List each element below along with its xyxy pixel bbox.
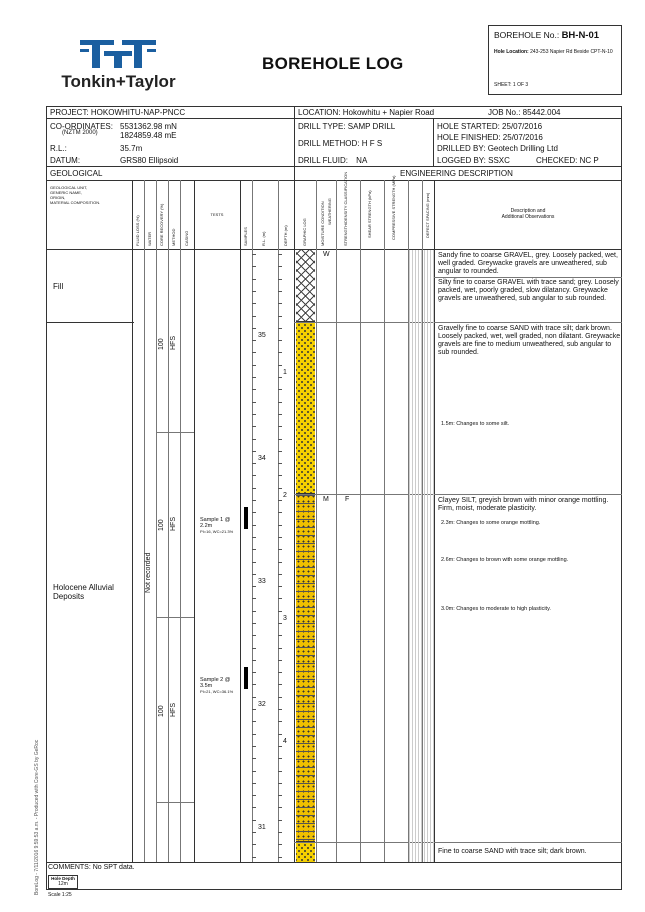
depth-tick xyxy=(278,426,282,427)
rl-tick xyxy=(252,365,256,366)
depth-tick xyxy=(278,820,282,821)
defect-spacing-header: DEFECT SPACING (mm) xyxy=(425,192,430,238)
rl-tick xyxy=(252,525,256,526)
depth-tick xyxy=(278,365,282,366)
depth-tick xyxy=(278,611,282,612)
depth-tick xyxy=(278,586,282,587)
depth-tick xyxy=(278,660,282,661)
rl-tick xyxy=(252,709,256,710)
graphic-log-header: GRAPHIC LOG xyxy=(302,218,307,246)
rl-label: R.L.: xyxy=(50,144,67,153)
rl-tick xyxy=(252,746,256,747)
drill-fluid-value: NA xyxy=(356,156,368,165)
rl-tick xyxy=(252,512,256,513)
rl-tick xyxy=(252,475,256,476)
depth-tick xyxy=(278,623,282,624)
borehole-no-label: BOREHOLE No.: xyxy=(494,30,560,40)
rl-tick xyxy=(252,820,256,821)
rl-label-31: 31 xyxy=(258,824,266,831)
water-not-recorded: Not recorded xyxy=(145,552,152,593)
depth-tick xyxy=(278,500,282,501)
description-header: Description and Additional Observations xyxy=(501,208,555,220)
strength-header: STRENGTH/DENSITY CLASSIFICATION xyxy=(343,171,348,246)
depth-label-3: 3 xyxy=(283,615,287,622)
rl-tick xyxy=(252,635,256,636)
company-logo xyxy=(56,38,181,98)
borehole-no: BH-N-01 xyxy=(561,30,600,41)
test-sample-1-label: Sample 1 @ 2.2m xyxy=(200,517,231,529)
rl-tick xyxy=(252,279,256,280)
depth-tick xyxy=(278,746,282,747)
depth-tick xyxy=(278,635,282,636)
depth-tick xyxy=(278,377,282,378)
rl-tick xyxy=(252,574,256,575)
depth-tick xyxy=(278,844,282,845)
depth-tick xyxy=(278,303,282,304)
depth-tick xyxy=(278,451,282,452)
coord-n: 5531362.98 mN xyxy=(120,122,177,131)
core-recovery-run-2: 100 xyxy=(158,519,165,531)
method-run-2: HFS xyxy=(170,517,177,531)
method-header: METHOD xyxy=(171,228,176,246)
description-5: Fine to coarse SAND with trace silt; dark brown. xyxy=(438,848,587,855)
tests-header: TESTS xyxy=(210,212,224,217)
rl-tick xyxy=(252,414,256,415)
fluid-loss-header: FLUID LOSS (%) xyxy=(135,215,140,246)
rl-tick xyxy=(252,537,256,538)
moisture-moist: M xyxy=(323,496,329,503)
rl-tick xyxy=(252,426,256,427)
rl-tick xyxy=(252,389,256,390)
test-sample-2-label: Sample 2 @ 3.5m xyxy=(200,677,231,689)
logo-text: Tonkin+Taylor xyxy=(61,72,176,91)
depth-tick xyxy=(278,721,282,722)
note-2-6m: 2.6m: Changes to brown with some orange mottling. xyxy=(441,557,569,563)
core-recovery-run-3: 100 xyxy=(158,705,165,717)
hole-location: 243-253 Napier Rd Beside CPT-N-10 xyxy=(530,49,613,55)
compressive-strength-header: COMPRESSIVE STRENGTH (MPa) xyxy=(391,175,396,240)
rl-tick xyxy=(252,795,256,796)
defect-spacing-column xyxy=(409,250,434,862)
rl-tick xyxy=(252,500,256,501)
checked: CHECKED: NC P xyxy=(536,156,599,165)
rl-tick xyxy=(252,291,256,292)
rl-tick xyxy=(252,463,256,464)
graphic-log-fill xyxy=(296,250,315,322)
hole-location-label: Hole Location: xyxy=(494,49,529,55)
rl-tick xyxy=(252,807,256,808)
depth-tick xyxy=(278,525,282,526)
shear-strength-header: SHEAR STRENGTH (kPa) xyxy=(367,190,372,238)
depth-tick xyxy=(278,537,282,538)
page-title: BOREHOLE LOG xyxy=(262,54,404,73)
engineering-section-title: ENGINEERING DESCRIPTION xyxy=(400,169,513,178)
depth-tick xyxy=(278,758,282,759)
test-sample-1-result: PI=16, WC=21.3% xyxy=(200,529,234,534)
description-4: Clayey SILT, greyish brown with minor orange mottling. Firm, moist, moderate plasticity. xyxy=(438,497,609,512)
rl-tick xyxy=(252,586,256,587)
test-sample-2-result: PI=21, WC=36.1% xyxy=(200,689,234,694)
depth-tick xyxy=(278,684,282,685)
rl-tick xyxy=(252,684,256,685)
rl-tick xyxy=(252,352,256,353)
location: LOCATION: Hokowhitu + Napier Road xyxy=(298,108,435,117)
rl-tick xyxy=(252,377,256,378)
graphic-log-clayey-silt xyxy=(296,494,315,842)
depth-tick xyxy=(278,648,282,649)
rl-tick xyxy=(252,734,256,735)
geo-unit-holocene: Holocene Alluvial Deposits xyxy=(53,583,114,601)
rl-tick xyxy=(252,771,256,772)
rl-tick xyxy=(252,328,256,329)
description-2: Silty fine to coarse GRAVEL with trace sand; grey. Loosely packed, wet, poorly graded, slow dilatancy. Greywacke gravels are unweathered, sub angular to sub rounded. xyxy=(438,279,619,302)
rl-header: R.L. (m) xyxy=(261,231,266,246)
depth-tick xyxy=(278,734,282,735)
depth-tick xyxy=(278,697,282,698)
hole-finished: HOLE FINISHED: 25/07/2016 xyxy=(437,133,543,142)
method-run-1: HFS xyxy=(170,336,177,350)
description-3: Gravelly fine to coarse SAND with trace silt; dark brown. Loosely packed, wet, well graded, non dilatant. Greywacke gravels are fine to medium unweathered, sub angular to sub rounded. xyxy=(438,325,621,356)
depth-tick xyxy=(278,414,282,415)
rl-tick xyxy=(252,697,256,698)
graphic-log-gravelly-sand xyxy=(296,322,315,494)
rl-label-33: 33 xyxy=(258,578,266,585)
depth-tick xyxy=(278,328,282,329)
logged-by: LOGGED BY: SSXC xyxy=(437,156,510,165)
scale: Scale 1:25 xyxy=(48,892,72,898)
depth-label-4: 4 xyxy=(283,738,287,745)
rl-tick xyxy=(252,316,256,317)
depth-tick xyxy=(278,574,282,575)
depth-header: DEPTH (m) xyxy=(283,225,288,246)
rl-tick xyxy=(252,562,256,563)
drilled-by: DRILLED BY: Geotech Drilling Ltd xyxy=(437,144,558,153)
geo-unit-header: GEOLOGICAL UNIT, GENERIC NAME, ORIGIN, MATERIAL COMPOSITION. xyxy=(50,185,101,205)
sample-marker-2 xyxy=(244,667,248,689)
depth-label-1: 1 xyxy=(283,369,287,376)
geological-section-title: GEOLOGICAL xyxy=(50,169,103,178)
depth-tick xyxy=(278,672,282,673)
depth-tick xyxy=(278,512,282,513)
rl-tick xyxy=(252,488,256,489)
rl-tick xyxy=(252,451,256,452)
rl-tick xyxy=(252,254,256,255)
depth-tick xyxy=(278,475,282,476)
moisture-wet: W xyxy=(323,251,330,258)
side-producer-text: BoreLog - 7/11/2016 9:59:53 a.m. - Produced with Core-GS by GeRoc xyxy=(34,739,40,895)
depth-label-2: 2 xyxy=(283,492,287,499)
rl-tick xyxy=(252,783,256,784)
depth-tick xyxy=(278,562,282,563)
borehole-box xyxy=(488,25,622,95)
rl-tick xyxy=(252,340,256,341)
drill-method: DRILL METHOD: H F S xyxy=(298,139,383,148)
depth-tick xyxy=(278,266,282,267)
note-2-3m: 2.3m: Changes to some orange mottling. xyxy=(441,520,541,526)
rl-tick xyxy=(252,672,256,673)
depth-tick xyxy=(278,709,282,710)
water-header: WATER xyxy=(147,232,152,246)
depth-tick xyxy=(278,832,282,833)
rl-tick xyxy=(252,857,256,858)
hole-started: HOLE STARTED: 25/07/2016 xyxy=(437,122,543,131)
depth-tick xyxy=(278,463,282,464)
note-1-5m: 1.5m: Changes to some silt. xyxy=(441,421,510,427)
depth-tick xyxy=(278,254,282,255)
rl-value: 35.7m xyxy=(120,144,143,153)
rl-label-32: 32 xyxy=(258,701,266,708)
rl-tick xyxy=(252,611,256,612)
rl-tick xyxy=(252,303,256,304)
depth-tick xyxy=(278,291,282,292)
coordinates-label: CO-ORDINATES: xyxy=(50,122,113,131)
rl-tick xyxy=(252,598,256,599)
rl-tick xyxy=(252,660,256,661)
depth-tick xyxy=(278,316,282,317)
depth-tick xyxy=(278,795,282,796)
coord-e: 1824859.48 mE xyxy=(120,131,177,140)
depth-tick xyxy=(278,857,282,858)
samples-header: SAMPLES xyxy=(243,227,248,246)
tt-logo-icon xyxy=(80,38,156,72)
casing-header: CASING xyxy=(184,230,189,246)
depth-tick xyxy=(278,402,282,403)
job-no: JOB No.: 85442.004 xyxy=(488,108,561,117)
datum-value: GRS80 Ellipsoid xyxy=(120,156,179,165)
core-recovery-header: CORE RECOVERY (%) xyxy=(159,203,164,246)
rl-label-35: 35 xyxy=(258,332,266,339)
hole-depth-value: 12m xyxy=(58,881,68,887)
drill-fluid xyxy=(298,156,367,165)
depth-tick xyxy=(278,549,282,550)
depth-tick xyxy=(278,771,282,772)
test-sample-1 xyxy=(200,517,240,534)
rl-tick xyxy=(252,439,256,440)
rl-tick xyxy=(252,623,256,624)
rl-tick xyxy=(252,832,256,833)
sheet-number: SHEET: 1 OF 3 xyxy=(494,82,529,88)
depth-tick xyxy=(278,389,282,390)
project: PROJECT: HOKOWHITU-NAP-PNCC xyxy=(50,108,186,117)
strength-firm: F xyxy=(345,496,350,503)
core-recovery-run-1: 100 xyxy=(158,338,165,350)
depth-tick xyxy=(278,340,282,341)
depth-tick xyxy=(278,488,282,489)
note-3-0m: 3.0m: Changes to moderate to high plasticity. xyxy=(441,606,551,612)
graphic-log-fine-sand xyxy=(296,842,315,862)
hole-depth-box xyxy=(48,875,78,889)
hole-depth-label: Hole Depth xyxy=(51,876,75,881)
rl-label-34: 34 xyxy=(258,455,266,462)
rl-tick xyxy=(252,721,256,722)
test-sample-2 xyxy=(200,677,240,694)
comments: COMMENTS: No SPT data. xyxy=(48,864,135,871)
depth-tick xyxy=(278,352,282,353)
depth-tick xyxy=(278,807,282,808)
drill-fluid-label: DRILL FLUID: xyxy=(298,156,348,165)
depth-tick xyxy=(278,279,282,280)
depth-tick xyxy=(278,439,282,440)
drill-type: DRILL TYPE: SAMP DRILL xyxy=(298,122,396,131)
geo-unit-fill: Fill xyxy=(53,282,64,291)
method-run-3: HFS xyxy=(170,703,177,717)
rl-tick xyxy=(252,844,256,845)
datum-label: DATUM: xyxy=(50,156,81,165)
moisture-header: MOISTURE CONDITION xyxy=(320,201,325,246)
coordinates-datum: (NZTM 2000) xyxy=(62,130,98,136)
rl-tick xyxy=(252,758,256,759)
rl-tick xyxy=(252,549,256,550)
sample-marker-1 xyxy=(244,507,248,529)
depth-tick xyxy=(278,783,282,784)
description-1: Sandy fine to coarse GRAVEL, grey. Loosely packed, wet, well graded. Greywacke gravels are unweathered, sub angular to rounded. xyxy=(438,252,618,275)
rl-tick xyxy=(252,266,256,267)
rl-tick xyxy=(252,402,256,403)
depth-tick xyxy=(278,598,282,599)
rl-tick xyxy=(252,648,256,649)
weathering-header: WEATHERING xyxy=(327,198,332,225)
